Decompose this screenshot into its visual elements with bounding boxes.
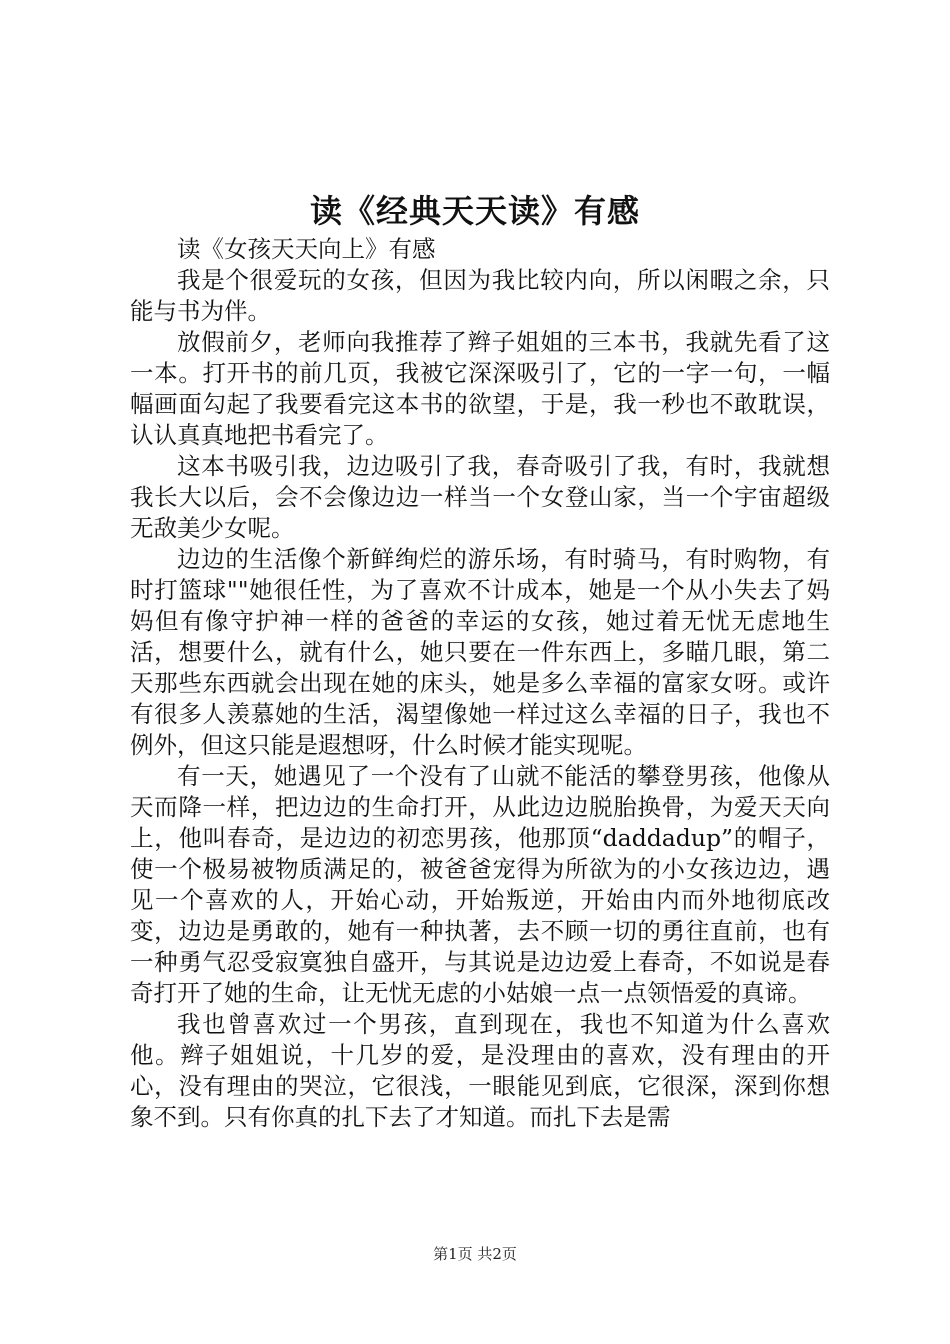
- document-title: 读《经典天天读》有感: [309, 192, 640, 230]
- paragraph: 我是个很爱玩的女孩，但因为我比较内向，所以闲暇之余，只能与书为伴。: [130, 266, 830, 325]
- paragraph-subtitle: 读《女孩天天向上》有感: [177, 235, 436, 263]
- paragraph: 我也曾喜欢过一个男孩，直到现在，我也不知道为什么喜欢他。辫子姐姐说，十几岁的爱，是没理由的喜欢，没有理由的开心，没有理由的哭泣，它很浅，一眼能见到底，它很深，深到你想象不到。只有你真的扎下去了才知道。而扎下去是需: [130, 1010, 830, 1131]
- paragraph: 有一天，她遇见了一个没有了山就不能活的攀登男孩，他像从天而降一样，把边边的生命打开，从此边边脱胎换骨，为爱天天向上，他叫春奇，是边边的初恋男孩，他那顶“daddadup”的帽子，使一个极易被物质满足的，被爸爸宠得为所欲为的小女孩边边，遇见一个喜欢的人，开始心动，开始叛逆，开始由内而外地彻底改变，边边是勇敢的，她有一种执著，去不顾一切的勇往直前，也有一种勇气忍受寂寞独自盛开，与其说是边边爱上春奇，不如说是春奇打开了她的生命，让无忧无虑的小姑娘一点一点领悟爱的真谛。: [130, 762, 830, 1007]
- paragraph: 这本书吸引我，边边吸引了我，春奇吸引了我，有时，我就想我长大以后，会不会像边边一样当一个女登山家，当一个宇宙超级无敌美少女呢。: [130, 452, 830, 542]
- paragraph: 放假前夕，老师向我推荐了辫子姐姐的三本书，我就先看了这一本。打开书的前几页，我被它深深吸引了，它的一字一句，一幅幅画面勾起了我要看完这本书的欲望，于是，我一秒也不敢耽误，认认真真地把书看完了。: [130, 328, 830, 449]
- page-number-footer: 第1页 共2页: [433, 1245, 517, 1263]
- paragraph: 边边的生活像个新鲜绚烂的游乐场，有时骑马，有时购物，有时打篮球""她很任性，为了喜欢不计成本，她是一个从小失去了妈妈但有像守护神一样的爸爸的幸运的女孩，她过着无忧无虑地生活，想要什么，就有什么，她只要在一件东西上，多瞄几眼，第二天那些东西就会出现在她的床头，她是多么幸福的富家女呀。或许有很多人羡慕她的生活，渴望像她一样过这么幸福的日子，我也不例外，但这只能是遐想呀，什么时候才能实现呢。: [130, 545, 830, 759]
- document-body: [130, 234, 830, 1133]
